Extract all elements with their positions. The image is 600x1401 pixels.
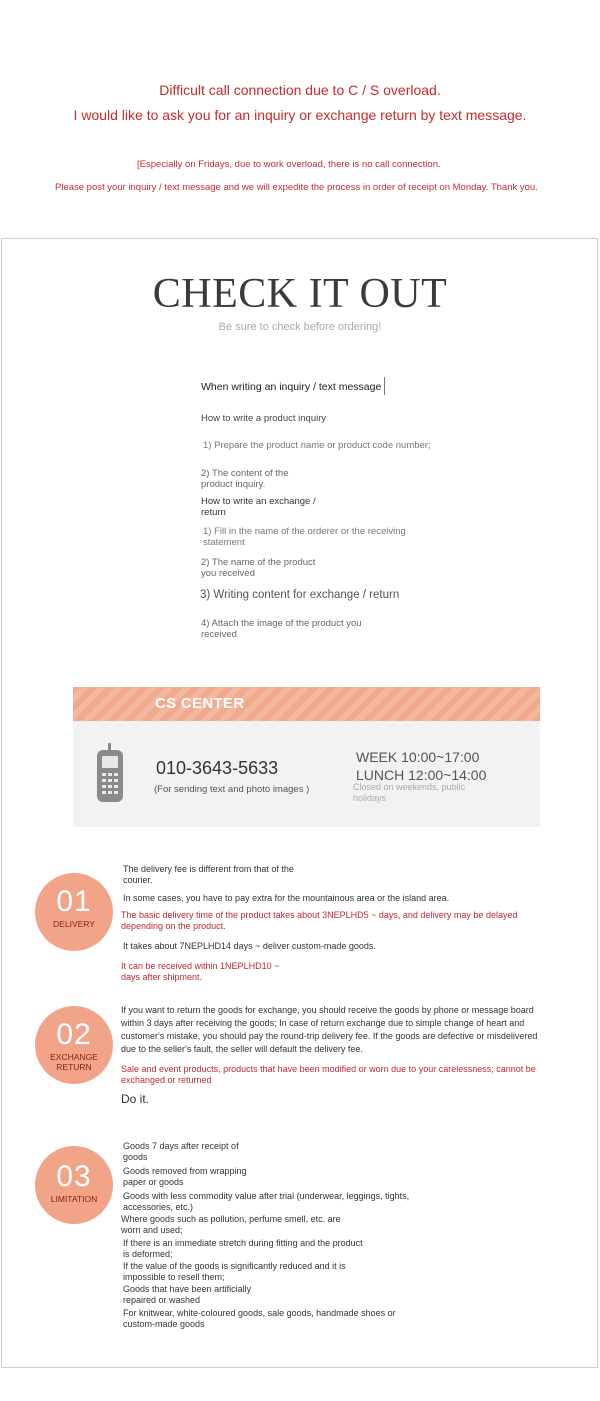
delivery-badge	[35, 873, 113, 951]
notice-line-3: [Especially on Fridays, due to work overload, there is no call connection.	[137, 159, 441, 170]
cs-closed-days: Closed on weekends, public holidays	[353, 782, 466, 803]
exchange-title: How to write an exchange / return	[201, 496, 316, 518]
page-subtitle: Be sure to check before ordering!	[218, 321, 382, 333]
limitation-item-8: For knitwear, white-coloured goods, sale goods, handmade shoes or custom-made goods	[123, 1308, 396, 1329]
limitation-number: 03	[56, 1160, 92, 1193]
cs-week-hours: WEEK 10:00~17:00	[356, 749, 480, 765]
delivery-item-5: It can be received within 1NEPLHD10 ~ days after shipment.	[121, 961, 280, 982]
delivery-item-2: In some cases, you have to pay extra for the mountainous area or the island area.	[123, 893, 450, 903]
page-title: CHECK IT OUT	[152, 271, 448, 317]
return-label: RETURN	[56, 1062, 92, 1072]
limitation-item-4: Where goods such as pollution, perfume smell, etc. are worn and used;	[121, 1214, 341, 1235]
cs-phone-number[interactable]: 010-3643-5633	[156, 758, 279, 778]
inquiry-step-2: 2) The content of the product inquiry.	[201, 468, 289, 490]
exchange-step-3: 3) Writing content for exchange / return	[200, 589, 400, 601]
mobile-phone-icon	[94, 743, 126, 803]
inquiry-title: How to write a product inquiry	[201, 413, 327, 424]
cs-phone-note: (For sending text and photo images )	[154, 784, 310, 795]
limitation-item-5: If there is an immediate stretch during fitting and the product is deformed;	[123, 1238, 363, 1259]
limitation-item-7: Goods that have been artificially repaired or washed	[123, 1284, 252, 1305]
exchange-item-2: Sale and event products, products that have been modified or worn due to your carelessness; cannot be exchanged or returned	[121, 1064, 536, 1085]
cs-lunch-hours: LUNCH 12:00~14:00	[356, 767, 487, 783]
delivery-item-3: The basic delivery time of the product takes about 3NEPLHD5 ~ days, and delivery may be delayed depending on the product.	[121, 910, 518, 931]
exchange-step-1: 1) Fill in the name of the orderer or the receiving statement	[203, 526, 406, 548]
notice-line-1: Difficult call connection due to C / S overload.	[159, 82, 441, 98]
limitation-badge	[35, 1146, 113, 1224]
delivery-item-4: It takes about 7NEPLHD14 days ~ deliver custom-made goods.	[123, 941, 376, 951]
inquiry-step-1: 1) Prepare the product name or product code number;	[203, 440, 431, 451]
limitation-label: LIMITATION	[50, 1194, 98, 1204]
delivery-item-1: The delivery fee is different from that of the courier.	[123, 864, 294, 885]
delivery-label: DELIVERY	[53, 919, 95, 929]
limitation-item-6: If the value of the goods is significantly reduced and it is impossible to resell them;	[123, 1261, 346, 1282]
exchange-step-4: 4) Attach the image of the product you received	[201, 618, 362, 640]
notice-line-2: I would like to ask you for an inquiry or exchange return by text message.	[73, 107, 527, 123]
exchange-label: EXCHANGE	[50, 1052, 98, 1062]
limitation-item-1: Goods 7 days after receipt of goods	[123, 1141, 239, 1162]
limitation-item-2: Goods removed from wrapping paper or goods	[123, 1166, 247, 1187]
text-cursor	[384, 377, 385, 395]
delivery-number: 01	[56, 885, 92, 918]
exchange-number: 02	[56, 1018, 92, 1051]
cs-center-header	[73, 687, 540, 721]
exchange-badge	[35, 1006, 113, 1084]
exchange-item-3: Do it.	[121, 1092, 150, 1106]
exchange-step-2: 2) The name of the product you received	[201, 557, 316, 579]
notice-line-4: Please post your inquiry / text message and we will expedite the process in order of receipt on Monday. Thank you.	[55, 182, 538, 193]
exchange-item-1: If you want to return the goods for exchange, you should receive the goods by phone or message board within 3 days after receiving the goods; In case of return exchange due to simple change of heart and customer's mistake, you should pay the round-trip delivery fee. If the goods are defective or misdelivered due to the seller's fault, the seller will default the delivery fee.	[121, 1005, 538, 1054]
cs-center-title: CS CENTER	[155, 695, 245, 712]
guide-heading: When writing an inquiry / text message	[201, 381, 382, 393]
limitation-item-3: Goods with less commodity value after trial (underwear, leggings, tights, accessories, etc.)	[123, 1191, 410, 1212]
